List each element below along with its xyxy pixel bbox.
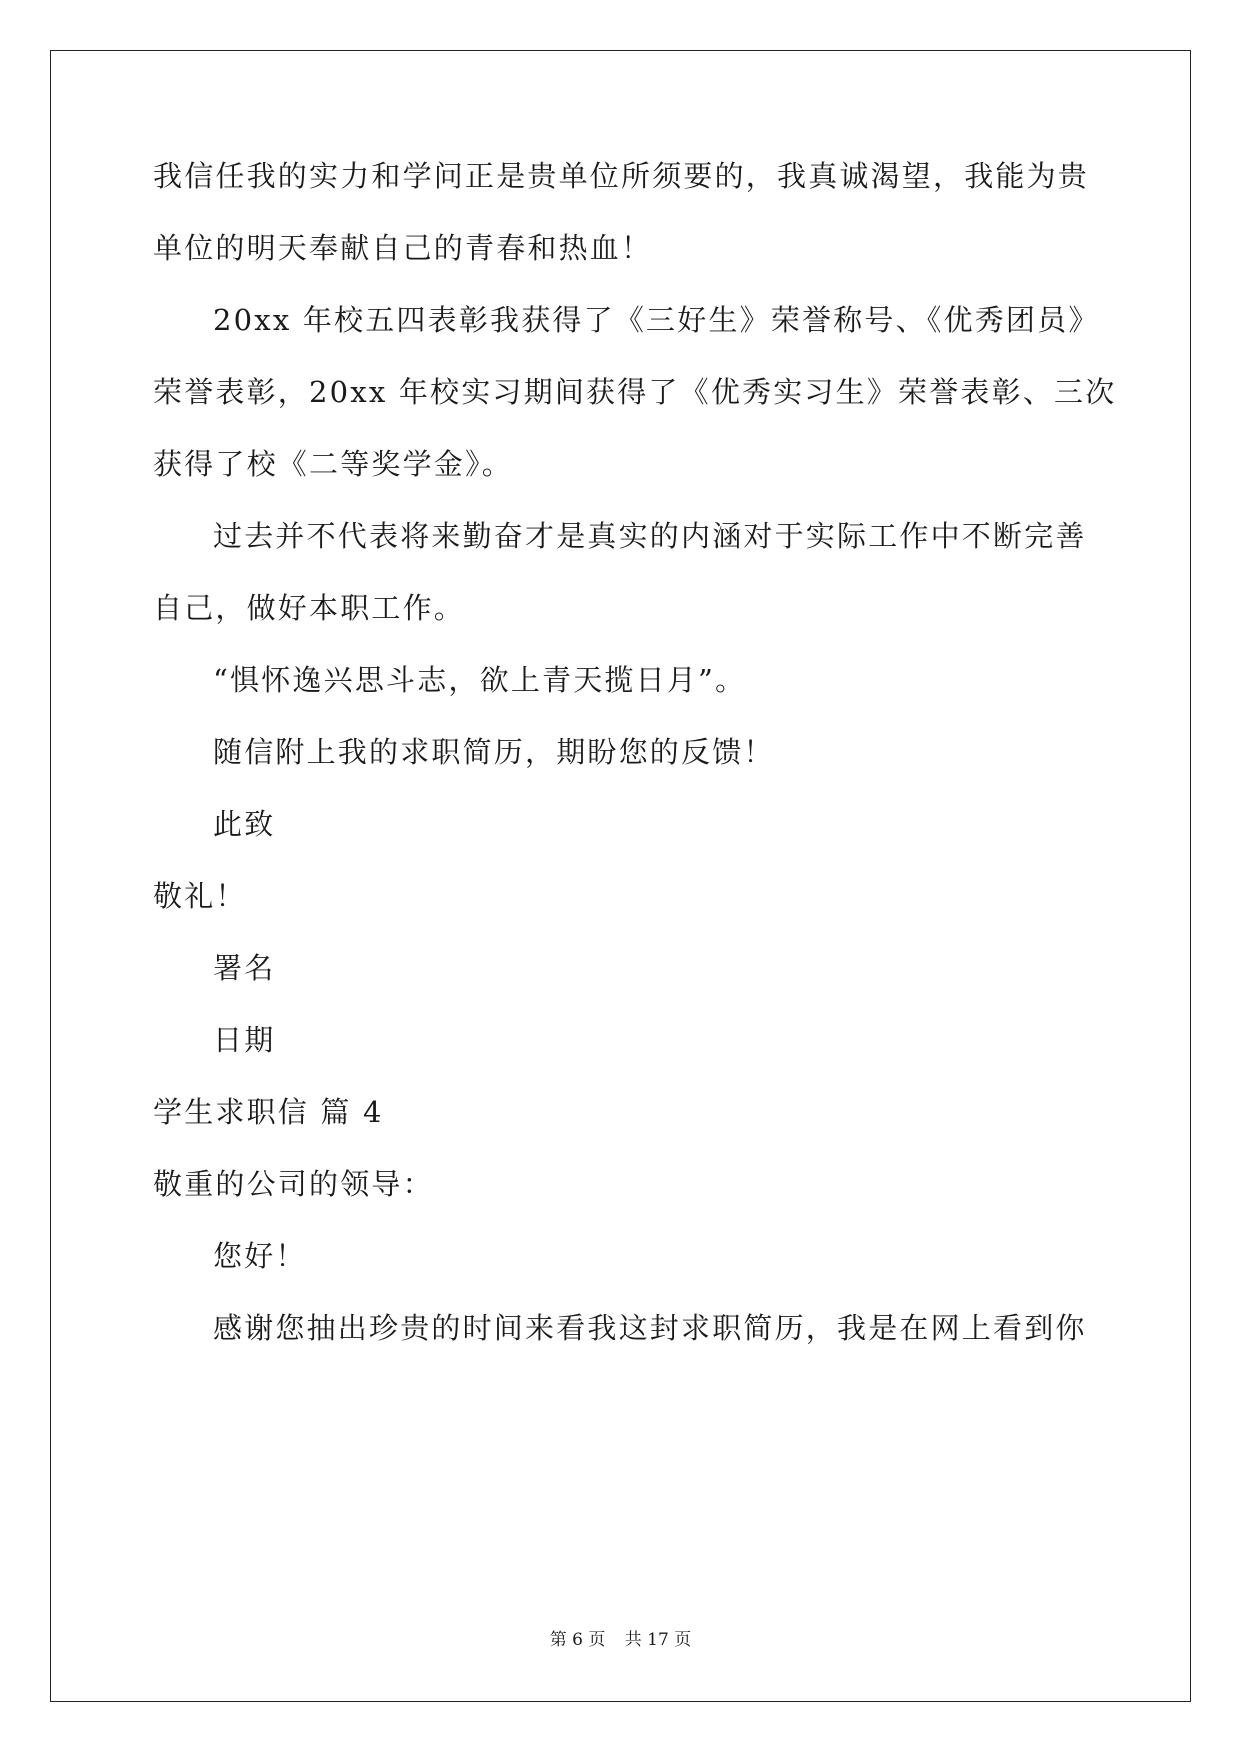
attachment-line: 随信附上我的求职简历，期盼您的反馈！ <box>213 735 775 769</box>
closing-line: 此致 <box>213 807 276 841</box>
section-heading: 学生求职信 篇 4 <box>153 1095 384 1129</box>
date-line: 日期 <box>213 1023 276 1057</box>
paragraph-honors-line-3: 获得了校《二等奖学金》。 <box>153 447 513 481</box>
paragraph-honors-line-2: 荣誉表彰，20xx 年校实习期间获得了《优秀实习生》荣誉表彰、三次 <box>153 375 1117 409</box>
body-line-2: 单位的明天奉献自己的青春和热血！ <box>153 231 653 265</box>
paragraph-future-line-2: 自己，做好本职工作。 <box>153 591 466 625</box>
salutation-line: 敬重的公司的领导： <box>153 1167 434 1201</box>
page-footer <box>0 1628 1241 1652</box>
page-total: 共 17 页 <box>624 1630 692 1650</box>
paragraph-future-line-1: 过去并不代表将来勤奋才是真实的内涵对于实际工作中不断完善 <box>213 519 1087 553</box>
body-line-1: 我信任我的实力和学问正是贵单位所须要的，我真诚渴望，我能为贵 <box>153 159 1090 193</box>
page-number: 第 6 页 <box>549 1630 606 1650</box>
page-border <box>50 50 1191 1702</box>
greeting-line: 您好！ <box>213 1239 307 1273</box>
paragraph-honors-line-1: 20xx 年校五四表彰我获得了《三好生》荣誉称号、《优秀团员》 <box>213 303 1100 337</box>
paragraph-intro-line-1: 感谢您抽出珍贵的时间来看我这封求职简历，我是在网上看到你 <box>213 1311 1087 1345</box>
salute-line: 敬礼！ <box>153 879 247 913</box>
signature-line: 署名 <box>213 951 276 985</box>
quote-line: “惧怀逸兴思斗志，欲上青天揽日月”。 <box>213 663 747 697</box>
